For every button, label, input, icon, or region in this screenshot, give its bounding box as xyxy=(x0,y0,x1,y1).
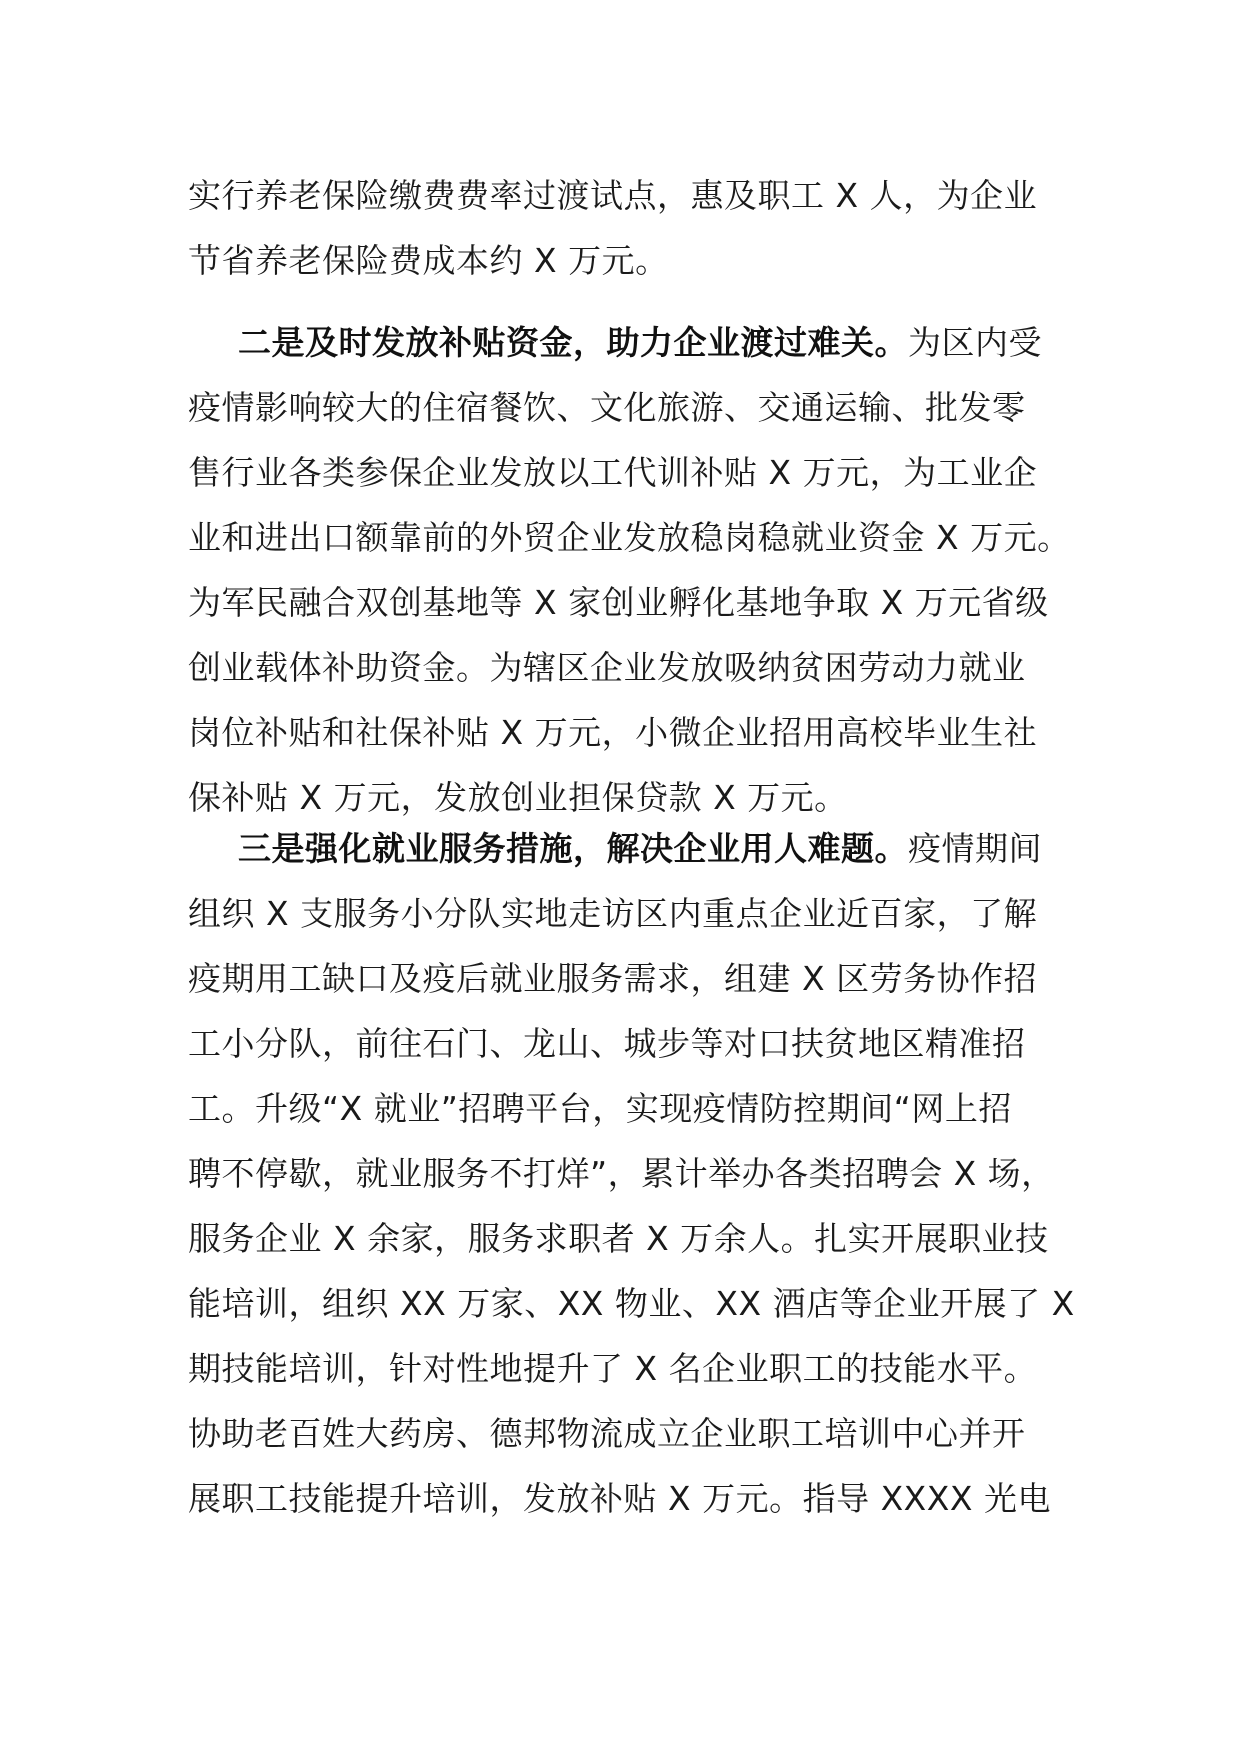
paragraph-3 xyxy=(188,816,1075,1531)
paragraph-first-line xyxy=(188,310,1068,375)
text-line: 协助老百姓大药房、德邦物流成立企业职工培训中心并开 xyxy=(188,1414,1026,1453)
text-line: 业和进出口额靠前的外贸企业发放稳岗稳就业资金 X 万元。 xyxy=(188,518,1071,557)
text-line: 节省养老保险费成本约 X 万元。 xyxy=(188,241,669,280)
paragraph-heading: 二是及时发放补贴资金，助力企业渡过难关。 xyxy=(238,323,908,362)
text-line: 为军民融合双创基地等 X 家创业孵化基地争取 X 万元省级 xyxy=(188,583,1049,622)
text-line: 工。升级“X 就业”招聘平台，实现疫情防控期间“网上招 xyxy=(188,1089,1012,1128)
text-run: 疫情期间 xyxy=(908,829,1042,868)
text-line: 展职工技能提升培训，发放补贴 X 万元。指导 XXXX 光电 xyxy=(188,1479,1051,1518)
text-line: 疫情影响较大的住宿餐饮、文化旅游、交通运输、批发零 xyxy=(188,388,1026,427)
text-run: 为区内受 xyxy=(908,323,1042,362)
text-line: 聘不停歇，就业服务不打烊”，累计举办各类招聘会 X 场， xyxy=(188,1154,1055,1193)
text-line: 能培训，组织 XX 万家、XX 物业、XX 酒店等企业开展了 X xyxy=(188,1284,1075,1323)
paragraph-1 xyxy=(188,163,1068,293)
paragraph-2 xyxy=(188,310,1071,830)
text-line: 工小分队，前往石门、龙山、城步等对口扶贫地区精准招 xyxy=(188,1024,1026,1063)
text-line: 服务企业 X 余家，服务求职者 X 万余人。扎实开展职业技 xyxy=(188,1219,1049,1258)
paragraph-first-line xyxy=(188,816,1068,881)
text-line: 售行业各类参保企业发放以工代训补贴 X 万元，为工业企 xyxy=(188,453,1038,492)
paragraph-heading: 三是强化就业服务措施，解决企业用人难题。 xyxy=(238,829,908,868)
text-line: 创业载体补助资金。为辖区企业发放吸纳贫困劳动力就业 xyxy=(188,648,1026,687)
text-line: 实行养老保险缴费费率过渡试点，惠及职工 X 人，为企业 xyxy=(188,176,1038,215)
text-line: 期技能培训，针对性地提升了 X 名企业职工的技能水平。 xyxy=(188,1349,1038,1388)
text-line: 岗位补贴和社保补贴 X 万元，小微企业招用高校毕业生社 xyxy=(188,713,1038,752)
text-line: 组织 X 支服务小分队实地走访区内重点企业近百家，了解 xyxy=(188,894,1038,933)
text-line: 疫期用工缺口及疫后就业服务需求，组建 X 区劳务协作招 xyxy=(188,959,1038,998)
text-line: 保补贴 X 万元，发放创业担保贷款 X 万元。 xyxy=(188,778,848,817)
